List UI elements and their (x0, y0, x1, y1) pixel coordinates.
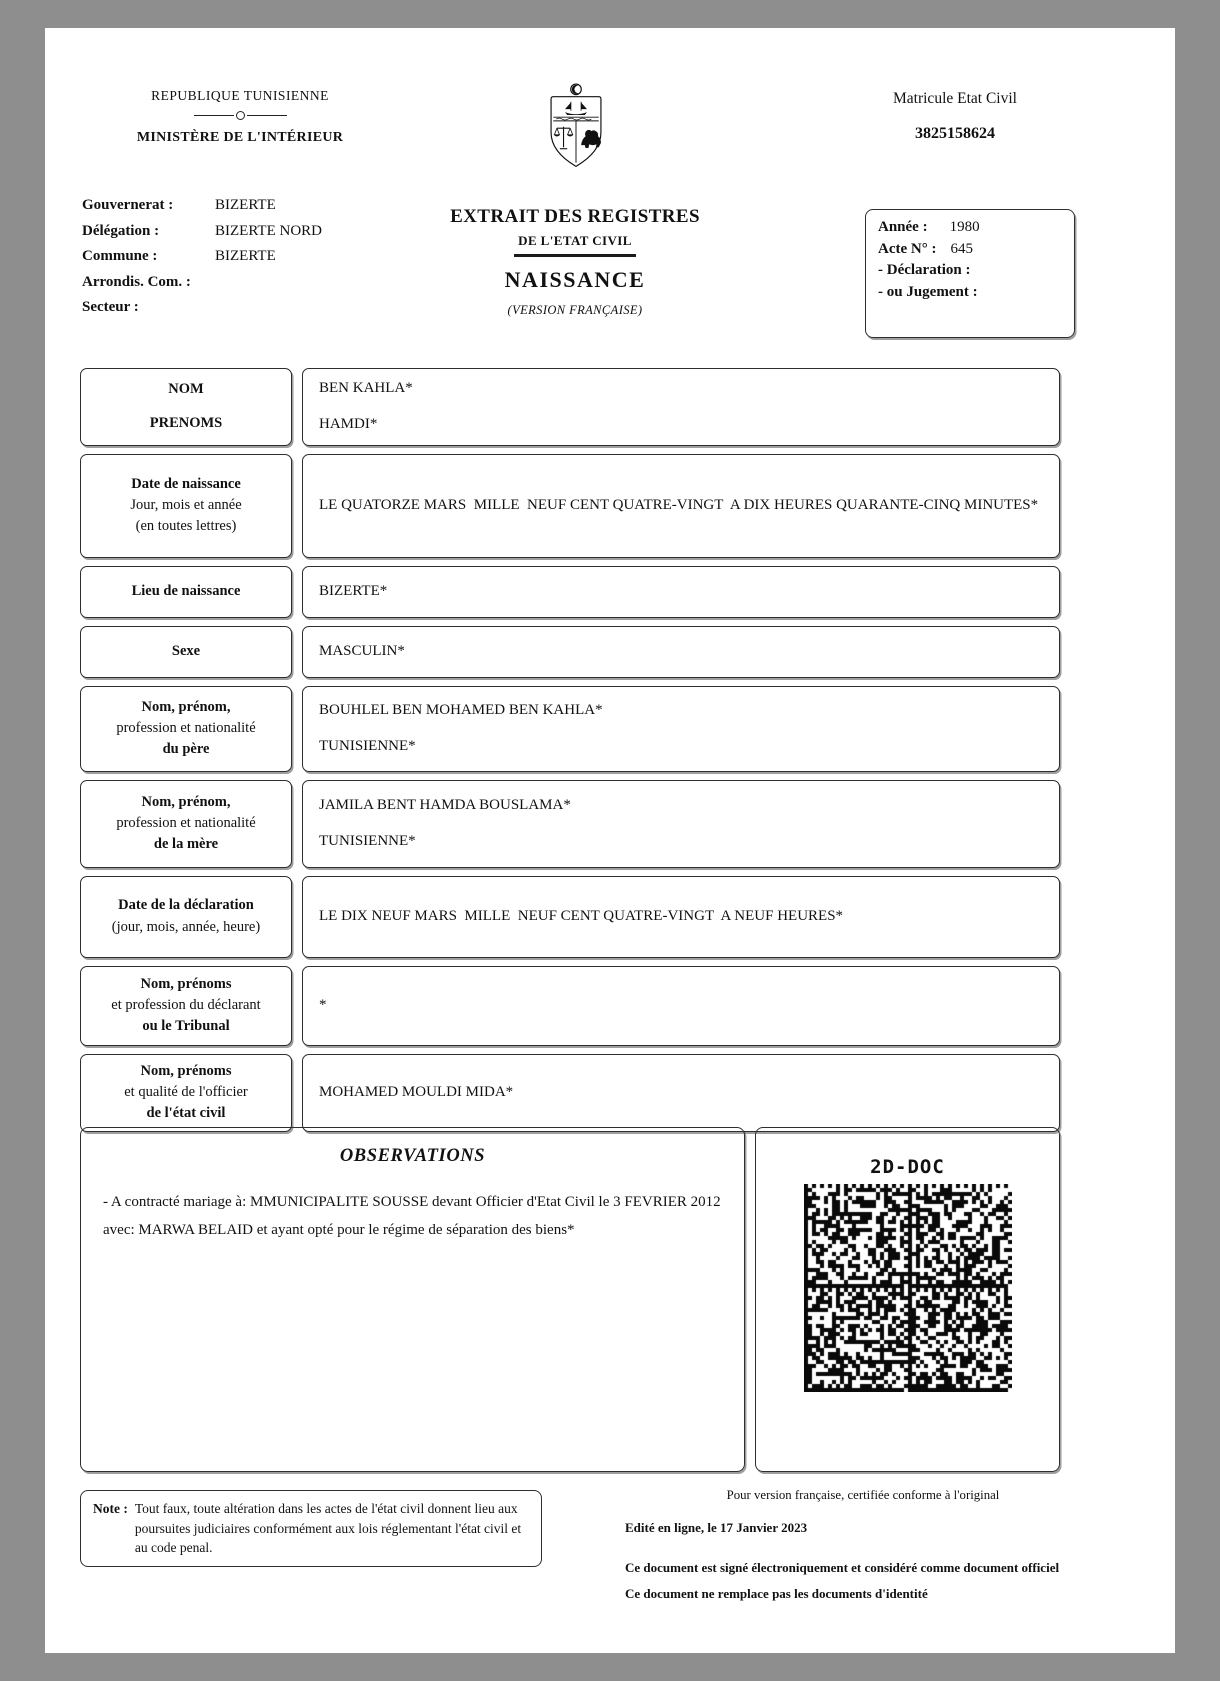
mere-name-text: JAMILA BENT HAMDA BOUSLAMA* (319, 796, 571, 813)
officier-label (80, 1054, 292, 1132)
declarant-text: * (319, 996, 327, 1013)
fields-table (80, 368, 1060, 1140)
date-declaration-value (302, 876, 1060, 958)
field-row-officier (80, 1054, 1060, 1132)
pere-label-line1: Nom, prénom, (141, 698, 231, 715)
secteur-row (82, 299, 412, 316)
tunisia-coat-of-arms-icon (543, 80, 609, 172)
date-declaration-label-line1: Date de la déclaration (118, 897, 254, 914)
republic-title: REPUBLIQUE TUNISIENNE (151, 88, 329, 103)
commune-value: BIZERTE (215, 248, 276, 264)
officier-value (302, 1054, 1060, 1132)
arrondis-label: Arrondis. Com. : (82, 273, 191, 290)
annee-value: 1980 (949, 219, 980, 235)
title-block (375, 206, 775, 318)
sexe-text: MASCULIN* (319, 642, 405, 659)
header-right (840, 90, 1070, 143)
field-row-date-declaration (80, 876, 1060, 958)
commune-label: Commune : (82, 248, 158, 264)
acte-number-label: Acte N° : (878, 240, 937, 257)
declarant-value (302, 966, 1060, 1046)
declarant-label-line1: Nom, prénoms (140, 975, 232, 992)
mere-value (302, 780, 1060, 868)
officier-label-line2: et qualité de l'officier (124, 1083, 248, 1100)
matricule-label: Matricule Etat Civil (893, 90, 1017, 107)
lieu-naissance-text: BIZERTE* (319, 582, 388, 599)
prenoms-value: HAMDI* (319, 416, 378, 433)
delegation-value: BIZERTE NORD (215, 222, 323, 239)
delegation-label: Délégation : (82, 222, 160, 239)
lieu-naissance-value (302, 566, 1060, 618)
declaration-row (878, 262, 1074, 279)
gouvernerat-value: BIZERTE (215, 197, 276, 213)
title-extrait: EXTRAIT DES REGISTRES (450, 206, 700, 227)
mere-nationality-text: TUNISIENNE* (319, 833, 416, 849)
mere-label-line1: Nom, prénom, (141, 793, 231, 810)
observations-text: - A contracté mariage à: MMUNICIPALITE SOUSSE devant Officier d'Etat Civil le 3 FEVRIER 2012 avec: MARWA BELAID et ayant opté pour le régime de séparation des biens* (103, 1194, 721, 1238)
date-naissance-label (80, 454, 292, 558)
declarant-label-line2: et profession du déclarant (111, 996, 261, 1013)
note-box (80, 1490, 542, 1567)
field-row-mere (80, 780, 1060, 868)
document-page (45, 28, 1175, 1653)
sexe-label (80, 626, 292, 678)
field-row-sexe (80, 626, 1060, 678)
sexe-value (302, 626, 1060, 678)
note-label: Note : (93, 1501, 128, 1516)
header-left (90, 88, 390, 146)
arrondis-row (82, 274, 412, 291)
field-row-date-naissance (80, 454, 1060, 558)
pere-name-text: BOUHLEL BEN MOHAMED BEN KAHLA* (319, 701, 603, 718)
lieu-naissance-label-text: Lieu de naissance (131, 582, 241, 599)
pere-label-line3: du père (162, 741, 210, 757)
footer-edited-date: Edité en ligne, le 17 Janvier 2023 (625, 1520, 808, 1535)
title-version: (VERSION FRANÇAISE) (507, 302, 643, 317)
title-etat-civil: DE L'ETAT CIVIL (518, 233, 632, 248)
pere-value (302, 686, 1060, 772)
field-row-nom-prenoms (80, 368, 1060, 446)
date-naissance-value (302, 454, 1060, 558)
field-row-lieu-naissance (80, 566, 1060, 618)
secteur-label: Secteur : (82, 299, 139, 315)
delegation-row (82, 223, 412, 240)
gouvernerat-row (82, 197, 412, 214)
prenoms-label: PRENOMS (149, 415, 223, 432)
nom-value: BEN KAHLA* (319, 380, 413, 396)
date-naissance-label-line2: Jour, mois et année (130, 496, 242, 513)
note-text: Tout faux, toute altération dans les actes de l'état civil donnent lieu aux poursuites judiciaires conformément aux lois réglementant l'état civil et au code penal. (134, 1501, 522, 1556)
datamatrix-barcode (804, 1184, 1012, 1392)
declaration-label: - Déclaration : (878, 262, 971, 278)
title-naissance: NAISSANCE (504, 266, 646, 292)
mere-label-line3: de la mère (153, 836, 219, 852)
officier-text: MOHAMED MOULDI MIDA* (319, 1083, 514, 1100)
date-declaration-label-line2: (jour, mois, année, heure) (111, 918, 261, 935)
header-divider (90, 111, 390, 120)
officier-label-line1: Nom, prénoms (140, 1062, 232, 1079)
date-declaration-label (80, 876, 292, 958)
commune-row (82, 248, 412, 265)
field-row-pere (80, 686, 1060, 772)
footer-identity-notice: Ce document ne remplace pas les documents d'identité (625, 1586, 928, 1601)
sexe-label-text: Sexe (171, 642, 201, 659)
footer-signed-notice: Ce document est signé électroniquement et considéré comme document officiel (625, 1560, 1060, 1575)
title-underline (514, 254, 636, 257)
barcode-label: 2D-DOC (870, 1156, 945, 1178)
nom-label: NOM (168, 381, 204, 398)
acte-box (865, 209, 1075, 338)
barcode-box (755, 1127, 1060, 1472)
officier-label-line3: de l'état civil (146, 1105, 226, 1121)
footer-block (613, 1488, 1113, 1602)
acte-number-row (878, 241, 1074, 258)
date-declaration-text: LE DIX NEUF MARS MILLE NEUF CENT QUATRE-VINGT A NEUF HEURES* (319, 907, 844, 924)
matricule-value: 3825158624 (915, 125, 995, 142)
declarant-label (80, 966, 292, 1046)
location-block (82, 197, 412, 325)
jugement-label: - ou Jugement : (878, 283, 978, 300)
annee-label: Année : (878, 219, 928, 235)
annee-row (878, 219, 1074, 236)
ministry-title: MINISTÈRE DE L'INTÉRIEUR (136, 130, 344, 145)
field-row-declarant (80, 966, 1060, 1046)
observations-title: OBSERVATIONS (339, 1146, 486, 1166)
nom-prenoms-value (302, 368, 1060, 446)
gouvernerat-label: Gouvernerat : (82, 197, 174, 213)
acte-number-value: 645 (950, 240, 973, 257)
declarant-label-line3: ou le Tribunal (142, 1018, 230, 1034)
mere-label-line2: profession et nationalité (116, 814, 256, 831)
date-naissance-label-line1: Date de naissance (131, 475, 241, 492)
nom-prenoms-label (80, 368, 292, 446)
date-naissance-label-line3: (en toutes lettres) (135, 518, 237, 534)
pere-label-line2: profession et nationalité (116, 719, 256, 736)
pere-nationality-text: TUNISIENNE* (319, 738, 416, 754)
observations-box (80, 1127, 745, 1472)
lieu-naissance-label (80, 566, 292, 618)
mere-label (80, 780, 292, 868)
pere-label (80, 686, 292, 772)
jugement-row (878, 284, 1074, 301)
date-naissance-text: LE QUATORZE MARS MILLE NEUF CENT QUATRE-VINGT A DIX HEURES QUARANTE-CINQ MINUTES* (319, 496, 1039, 513)
footer-certification: Pour version française, certifiée conforme à l'original (726, 1488, 1000, 1502)
